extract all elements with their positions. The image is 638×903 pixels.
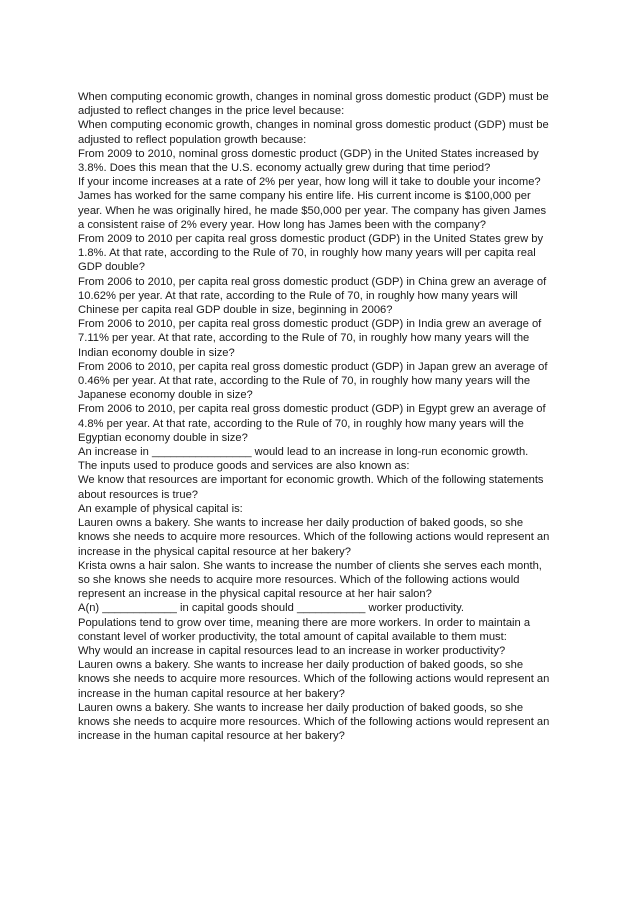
document-body xyxy=(78,90,552,743)
question-paragraph: We know that resources are important for economic growth. Which of the following statements about resources is true? xyxy=(78,474,544,501)
question-paragraph: Why would an increase in capital resources lead to an increase in worker productivity? xyxy=(78,644,506,657)
question-paragraph: Populations tend to grow over time, meaning there are more workers. In order to maintain a constant level of worker productivity, the total amount of capital available to them must: xyxy=(78,616,531,643)
question-paragraph: A(n) ____________ in capital goods should ___________ worker productivity. xyxy=(78,602,465,615)
question-paragraph: An increase in ________________ would lead to an increase in long-run economic growth. xyxy=(78,446,529,459)
question-paragraph: From 2006 to 2010, per capita real gross domestic product (GDP) in Egypt grew an average of 4.8% per year. At that rate, according to the Rule of 70, in roughly how many years will the Egyptian economy double in size? xyxy=(78,403,546,444)
question-paragraph: Lauren owns a bakery. She wants to increase her daily production of baked goods, so she knows she needs to acquire more resources. Which of the following actions would represent an increase in the human capital resource at her bakery? xyxy=(78,701,550,743)
question-paragraph: When computing economic growth, changes in nominal gross domestic product (GDP) must be adjusted to reflect changes in the price level because: xyxy=(78,91,549,118)
question-paragraph: Lauren owns a bakery. She wants to increase her daily production of baked goods, so she knows she needs to acquire more resources. Which of the following actions would represent an increase in the human capital resource at her bakery? xyxy=(78,659,550,700)
question-paragraph: When computing economic growth, changes in nominal gross domestic product (GDP) must be adjusted to reflect population growth because: xyxy=(78,119,549,146)
question-paragraph: From 2006 to 2010, per capita real gross domestic product (GDP) in China grew an average of 10.62% per year. At that rate, according to the Rule of 70, in roughly how many years will Chinese per capita real GDP double in size, beginning in 2006? xyxy=(78,275,547,317)
question-paragraph: James has worked for the same company his entire life. His current income is $100,000 per year. When he was originally hired, he made $50,000 per year. The company has given James a consistent raise of 2% every year. How long has James been with the company? xyxy=(78,190,547,231)
question-paragraph: Krista owns a hair salon. She wants to increase the number of clients she serves each month, so she knows she needs to acquire more resources. Which of the following actions would represent an increase in the physical capital resource at her hair salon? xyxy=(78,559,542,601)
question-paragraph: The inputs used to produce goods and services are also known as: xyxy=(78,460,410,473)
question-paragraph: Lauren owns a bakery. She wants to increase her daily production of baked goods, so she knows she needs to acquire more resources. Which of the following actions would represent an increase in the physical capital resource at her bakery? xyxy=(78,517,550,558)
question-paragraph: An example of physical capital is: xyxy=(78,502,243,515)
question-paragraph: From 2009 to 2010, nominal gross domestic product (GDP) in the United States increased by 3.8%. Does this mean that the U.S. economy actually grew during that time period? xyxy=(78,147,539,175)
question-paragraph: From 2009 to 2010 per capita real gross domestic product (GDP) in the United States grew by 1.8%. At that rate, according to the Rule of 70, in roughly how many years will per capita real GDP double? xyxy=(78,233,544,274)
question-paragraph: From 2006 to 2010, per capita real gross domestic product (GDP) in Japan grew an average of 0.46% per year. At that rate, according to the Rule of 70, in roughly how many years will the Japanese economy double in size? xyxy=(78,360,548,402)
question-paragraph: From 2006 to 2010, per capita real gross domestic product (GDP) in India grew an average of 7.11% per year. At that rate, according to the Rule of 70, in roughly how many years will the Indian economy double in size? xyxy=(78,318,542,359)
question-paragraph: If your income increases at a rate of 2% per year, how long will it take to double your income? xyxy=(78,176,541,189)
